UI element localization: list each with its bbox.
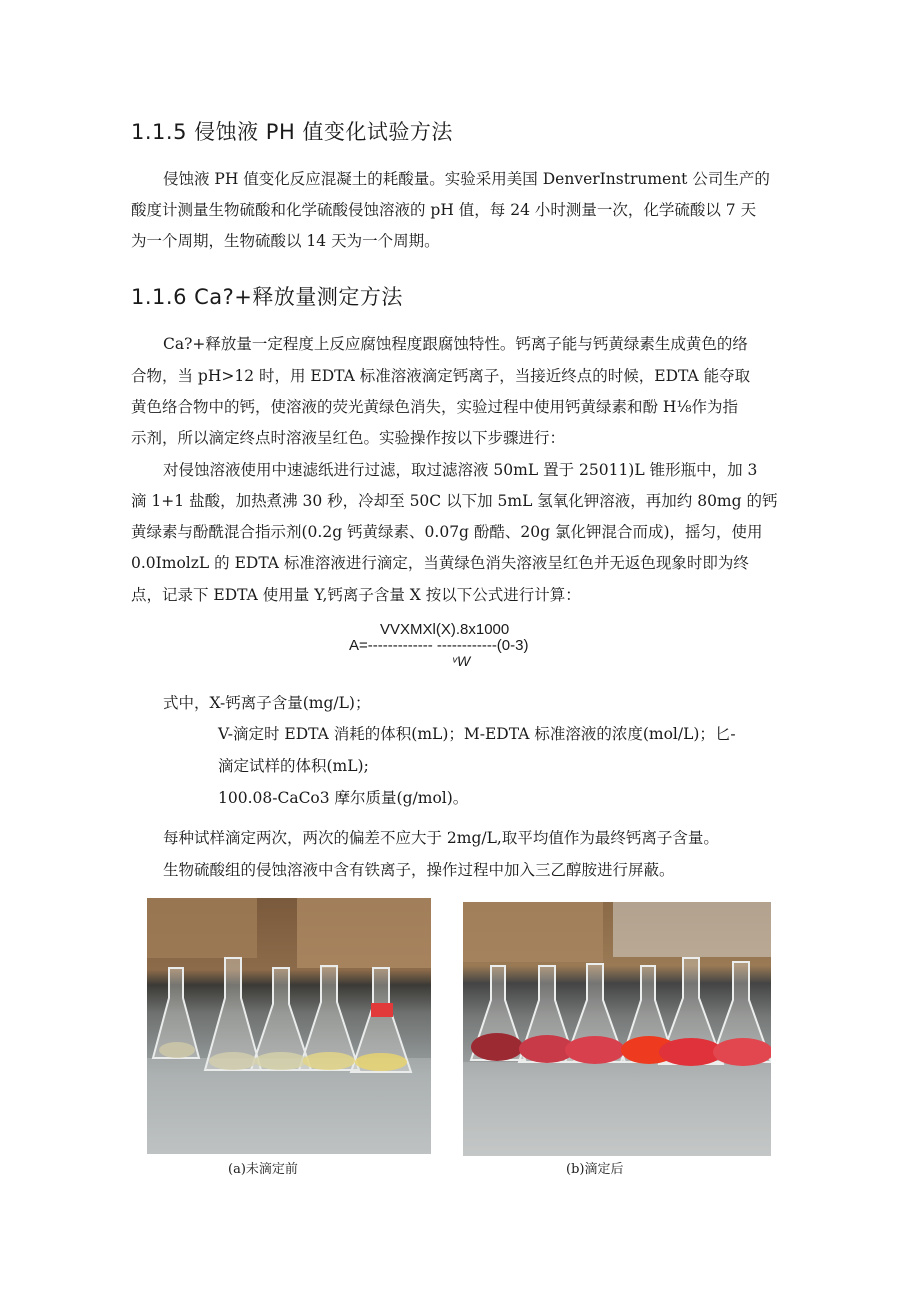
- paragraph-line: 滴 1+1 盐酸，加热煮沸 30 秒，冷却至 50C 以下加 5mL 氢氧化钾溶液，再加约 80mg 的钙: [131, 492, 778, 510]
- paragraph-line: 示剂，所以滴定终点时溶液呈红色。实验操作按以下步骤进行：: [131, 429, 566, 447]
- paragraph-line: 生物硫酸组的侵蚀溶液中含有铁离子，操作过程中加入三乙醇胺进行屏蔽。: [163, 861, 675, 879]
- paragraph-line: 合物，当 pH>12 时，用 EDTA 标准溶液滴定钙离子，当接近终点的时候，EDTA 能夺取: [131, 367, 751, 385]
- paragraph-line: 黄绿素与酚酰混合指示剂(0.2g 钙黄绿素、0.07g 酚酷、20g 氯化钾混合而成)，摇匀，使用: [131, 523, 763, 541]
- paragraph-line: 对侵蚀溶液使用中速滤纸进行过滤，取过滤溶液 50mL 置于 25011)L 锥形瓶中，加 3: [163, 461, 758, 479]
- section-heading-1-1-6: 1.1.6 Ca?+释放量测定方法: [131, 285, 403, 309]
- paragraph-line: 酸度计测量生物硫酸和化学硫酸侵蚀溶液的 pH 值，每 24 小时测量一次，化学硫酸以 7 天: [131, 201, 757, 219]
- paragraph-line: 黄色络合物中的钙，使溶液的荧光黄绿色消失，实验过程中使用钙黄绿素和酚 H⅛作为指: [131, 398, 738, 416]
- paragraph-line: 侵蚀液 PH 值变化反应混凝土的耗酸量。实验采用美国 DenverInstrument 公司生产的: [163, 170, 770, 188]
- formula-denominator: ᵛW: [452, 653, 471, 669]
- photo-after-titration: [463, 902, 771, 1156]
- paragraph-line: 点，记录下 EDTA 使用量 Y,钙离子含量 X 按以下公式进行计算：: [131, 586, 581, 604]
- paragraph-line: 0.0ImolzL 的 EDTA 标准溶液进行滴定，当黄绿色消失溶液呈红色并无返色现象时即为终: [131, 554, 749, 572]
- photo-before-titration: [147, 898, 431, 1154]
- paragraph-line: Ca?+释放量一定程度上反应腐蚀程度跟腐蚀特性。钙离子能与钙黄绿素生成黄色的络: [163, 335, 748, 353]
- paragraph-line: 每种试样滴定两次，两次的偏差不应大于 2mg/L,取平均值作为最终钙离子含量。: [163, 829, 719, 847]
- section-heading-1-1-5: 1.1.5 侵蚀液 PH 值变化试验方法: [131, 120, 453, 144]
- formula-line: A=------------- ------------(0-3): [349, 637, 529, 654]
- flasks-illustration: [147, 898, 431, 1154]
- flasks-illustration: [463, 902, 771, 1156]
- where-line: 滴定试样的体积(mL);: [218, 757, 369, 775]
- figure-caption-a: (a)未滴定前: [228, 1162, 298, 1177]
- paragraph-line: 为一个周期，生物硫酸以 14 天为一个周期。: [131, 232, 440, 250]
- formula-numerator: VVXMXl(X).8x1000: [380, 621, 510, 638]
- where-line: 式中，X-钙离子含量(mg/L)；: [163, 694, 371, 712]
- where-line: V-滴定时 EDTA 消耗的体积(mL)；M-EDTA 标准溶液的浓度(mol/L)；匕-: [218, 725, 736, 743]
- figure-caption-b: (b)滴定后: [566, 1162, 624, 1177]
- where-line: 100.08-CaCo3 摩尔质量(g∕mol)。: [218, 789, 469, 807]
